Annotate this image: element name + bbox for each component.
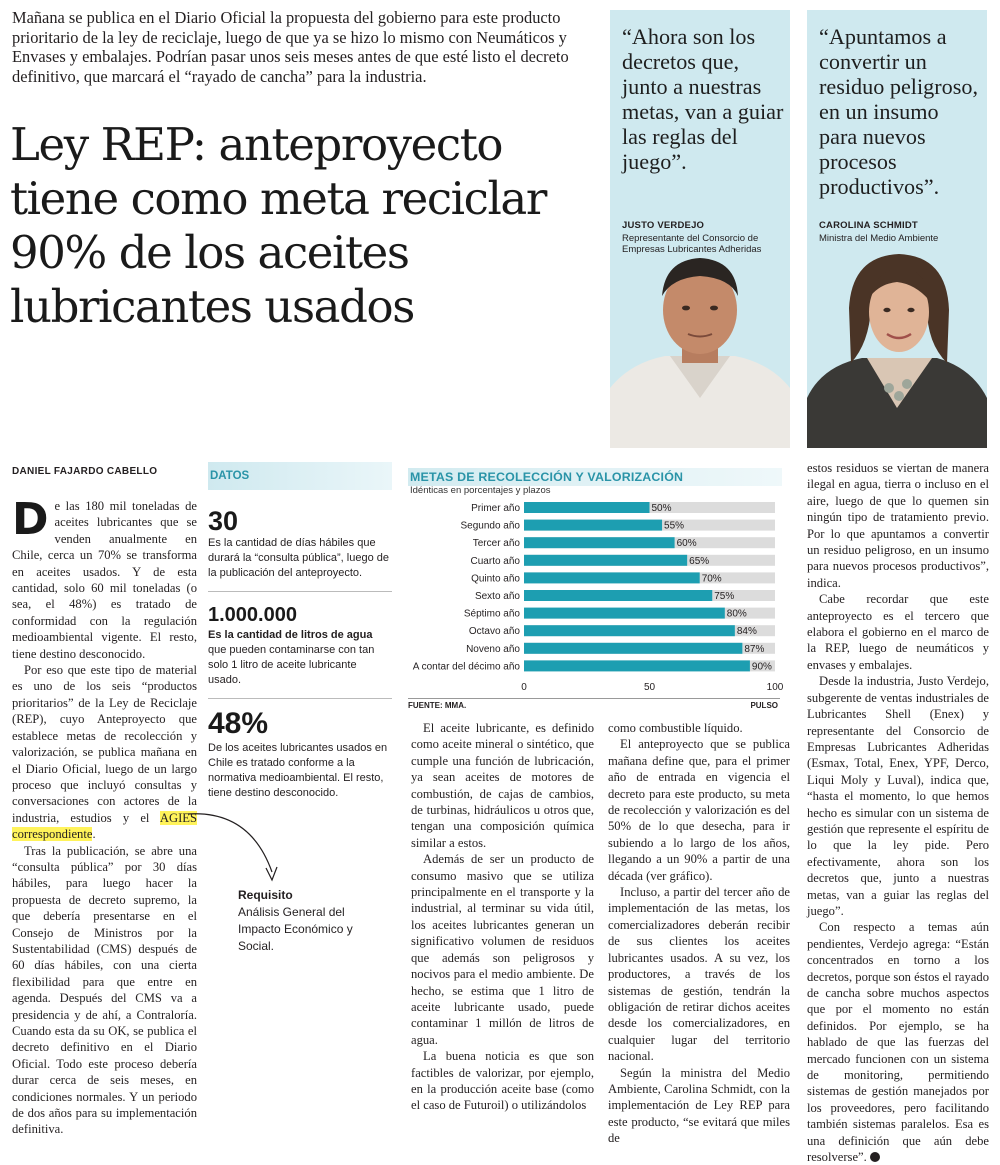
column-3	[411, 720, 594, 1114]
value-label: 55%	[664, 520, 685, 532]
paragraph: Según la ministra del Medio Ambiente, Carolina Schmidt, con la implementación de Ley REP para este producto, “se evitará que miles de	[608, 1065, 790, 1146]
category-label: A contar del décimo año	[412, 661, 520, 673]
datos-item	[208, 698, 392, 801]
callout-arrow	[180, 800, 290, 890]
callout-title: Requisito	[238, 888, 293, 902]
paragraph: Además de ser un producto de consumo masivo que se utiliza principalmente en el transporte y la industrial, al terminar su vida útil, los aceites lubricantes generan un significativo volumen de residuos que además son peligrosos y nocivos para el medio ambiente. De hecho, se estima que 1 litro de aceite lubricante usado, puede contaminar 1 millón de litros de agua.	[411, 852, 594, 1047]
category-label: Quinto año	[471, 573, 520, 585]
chart-brand: PULSO	[750, 701, 778, 710]
bar	[524, 502, 650, 513]
value-label: 84%	[736, 626, 757, 638]
bar	[524, 660, 750, 671]
paragraph: Incluso, a partir del tercer año de implementación de las metas, los comercializadores deberán recibir de sus clientes los aceites lubricantes usados. A su vez, los productores, a través de los sistemas de gestión, tendrán la obligación de retirar dichos aceites desde los comercializadores, en cualquier lugar del territorio nacional.	[608, 885, 790, 1064]
paragraph: Por eso que este tipo de material es uno de los seis “productos prioritarios” de la Ley de Reciclaje (REP), cuyo Anteproyecto que establece metas de recolección y valorización, se publica mañana en el Diario Oficial, luego de un largo proceso que incluyó consultas y conversaciones con actores de la industria, estudios y el AGIES correspondiente.	[12, 663, 197, 842]
column-1	[12, 494, 197, 1138]
value-label: 65%	[689, 555, 710, 567]
paragraph: estos residuos se viertan de manera ilegal en agua, tierra o incluso en el aire, luego de que lo quemen sin ningún tipo de tratamiento previo. Por lo que apuntamos a convertir un residuo peligroso, en un insumo para nuevos procesos productivos”, indica.	[807, 461, 989, 590]
datos-text: Es la cantidad de litros de agua que pueden contaminarse con tan solo 1 litro de aceite lubricante usado.	[208, 629, 375, 686]
datos-number: 30	[208, 506, 239, 536]
quote-text: “Ahora son los decretos que, junto a nuestras metas, van a guiar las reglas del juego”.	[622, 24, 784, 174]
paragraph: como combustible líquido.	[608, 721, 743, 735]
value-label: 87%	[744, 643, 765, 655]
quote-author-role: Representante del Consorcio de Empresas Lubricantes Adheridas	[622, 233, 762, 255]
datos-number: 1.000.000	[208, 604, 297, 626]
category-label: Sexto año	[474, 591, 520, 602]
paragraph: La buena noticia es que son factibles de valorizar, por ejemplo, en la producción aceite base (como el caso de Futuroil) o utilizándolos	[411, 1049, 594, 1113]
highlighted-text: AGIES correspondiente	[12, 810, 197, 842]
value-label: 70%	[701, 573, 722, 585]
bar	[524, 625, 735, 636]
paragraph: El anteproyecto que se publica mañana define que, para el primer año de entrada en vigencia el decreto para este producto, su meta de recolección y valorización es del 50% de lo que desecha, para ir subiendo a lo largo de los años, llegando a un 90% a partir de una década (ver gráfico).	[608, 737, 790, 883]
category-label: Noveno año	[466, 643, 520, 655]
column-5	[807, 460, 989, 1165]
paragraph: Cabe recordar que este anteproyecto es el tercero que elabora el gobierno en el marco de la REP, luego de neumáticos y envases y embalajes.	[807, 592, 989, 672]
drop-cap: D	[12, 494, 49, 545]
paragraph: Desde la industria, Justo Verdejo, subgerente de ventas industriales de Lubricantes Shell (Enex) y representante del Consorcio de Empresas Lubricantes Adheridas (Esmax, Total, Enex, YPF, Derco, Liqui Moly y Luval), indica que, “hasta el momento, lo que hemos hecho es simular con un sistema de gestión que represente el espíritu de lo que la ley pide. Pero efectivamente, ahora son los decretos que, junto a nuestras metas, van a guiar las reglas del juego”.	[807, 674, 989, 918]
callout-note	[238, 887, 363, 955]
value-label: 90%	[751, 661, 772, 673]
datos-item	[208, 591, 392, 698]
bar-chart	[405, 496, 785, 696]
chart-source: FUENTE: MMA.	[408, 701, 467, 710]
paragraph: El aceite lubricante, es definido como aceite mineral o sintético, que cumple una función de lubricación, ya sean aceites de motores de combustión, de cajas de cambios, de turbinas, hidráulicos u otros que, tengan una composición química similar a estos.	[411, 721, 594, 850]
bar	[524, 590, 712, 601]
value-label: 80%	[726, 608, 747, 620]
paragraph: De las 180 mil toneladas de aceites lubricantes que se venden anualmente en Chile, cerca un 70% se transforma en aceites usados. Y de esta cantidad, solo 60 mil toneladas (o sea, el 48%) es tratado de conformidad con la regulación medioambiental vigente. El resto, tiene destino desconocido.	[12, 494, 197, 661]
quote-text: “Apuntamos a convertir un residuo peligroso, en un insumo para nuevos procesos productivos”.	[819, 24, 978, 199]
end-mark-icon	[870, 1152, 880, 1162]
quote-author-name: CAROLINA SCHMIDT	[819, 220, 918, 231]
bar	[524, 608, 725, 619]
article-headline: Ley REP: anteproyecto tiene como meta reciclar 90% de los aceites lubricantes usados	[10, 118, 546, 333]
datos-text: Es la cantidad de días hábiles que durará la “consulta pública”, luego de la publicación del anteproyecto.	[208, 537, 390, 579]
chart-title: METAS DE RECOLECCIÓN Y VALORIZACIÓN	[408, 468, 782, 486]
category-label: Segundo año	[460, 520, 520, 532]
paragraph: Con respecto a temas aún pendientes, Verdejo agrega: “Están concentrados en torno a los decretos, porque son éstos el rayado de cancha sobre muchos aspectos que por el momento no están definidos. Por ejemplo, se ha hablado de que las fuerzas del mercado funcionen con un sistema de monitoring, permitiendo sistemas de gestión manejados por los proveedores, pero facilitando también sistemas paralelos. Esa es una definición que aún debe resolverse”.	[807, 920, 989, 1165]
column-4	[608, 720, 790, 1147]
category-label: Primer año	[471, 503, 520, 514]
quote-panel-verdejo	[610, 10, 790, 448]
x-tick-label: 50	[643, 682, 656, 693]
bar	[524, 555, 687, 566]
category-label: Cuarto año	[470, 555, 520, 567]
datos-number: 48%	[208, 707, 269, 740]
quote-author-role: Ministra del Medio Ambiente	[819, 233, 939, 244]
category-label: Tercer año	[472, 538, 520, 550]
datos-box	[208, 462, 392, 801]
bar	[524, 643, 742, 654]
quote-author-name: JUSTO VERDEJO	[622, 220, 705, 231]
x-tick-label: 0	[521, 682, 527, 693]
value-label: 75%	[714, 591, 735, 602]
portrait-photo-woman	[807, 238, 987, 448]
bar	[524, 572, 700, 583]
value-label: 50%	[651, 503, 672, 514]
datos-item	[208, 490, 392, 591]
callout-text: Análisis General del Impacto Económico y Social.	[238, 905, 353, 953]
bar	[524, 520, 662, 531]
quote-panel-schmidt	[807, 10, 987, 448]
category-label: Séptimo año	[463, 608, 520, 620]
portrait-photo-man	[610, 238, 790, 448]
bar	[524, 537, 675, 548]
datos-tag: DATOS	[208, 462, 392, 490]
chart-subtitle: Idénticas en porcentajes y plazos	[410, 485, 551, 496]
article-lead: Mañana se publica en el Diario Oficial la propuesta del gobierno para este producto prioritario de la ley de reciclaje, luego de que ya se hizo lo mismo con Neumáticos y Envases y embalajes. Podrían pasar unos seis meses antes de que esté listo el decreto definitivo, que marcará el “rayado de cancha” para la industria.	[12, 8, 569, 86]
chart-footer	[408, 698, 780, 713]
paragraph: Tras la publicación, se abre una “consulta pública” por 30 días hábiles, para luego hacer la propuesta de decreto supremo, la que debería presentarse en el Consejo de Ministros por la Sustentabilidad (CMS) después de 60 días hábiles, con una cierta flexibilidad para que entre en agenda. Después del CMS va a presidencia y de ahí, a Contraloría. Cuando esta da su OK, se publica el decreto definitivo en el Diario Oficial. Todo este proceso debería durar cerca de seis meses, en condiciones normales. Y un periodo de dos años para su implementación definitiva.	[12, 843, 197, 1137]
category-label: Octavo año	[468, 626, 520, 638]
value-label: 60%	[676, 538, 697, 550]
byline: DANIEL FAJARDO CABELLO	[12, 466, 158, 477]
x-tick-label: 100	[766, 682, 784, 693]
datos-text: De los aceites lubricantes usados en Chile es tratado conforme a la normativa medioambiental. El resto, tiene destino desconocido.	[208, 742, 388, 799]
